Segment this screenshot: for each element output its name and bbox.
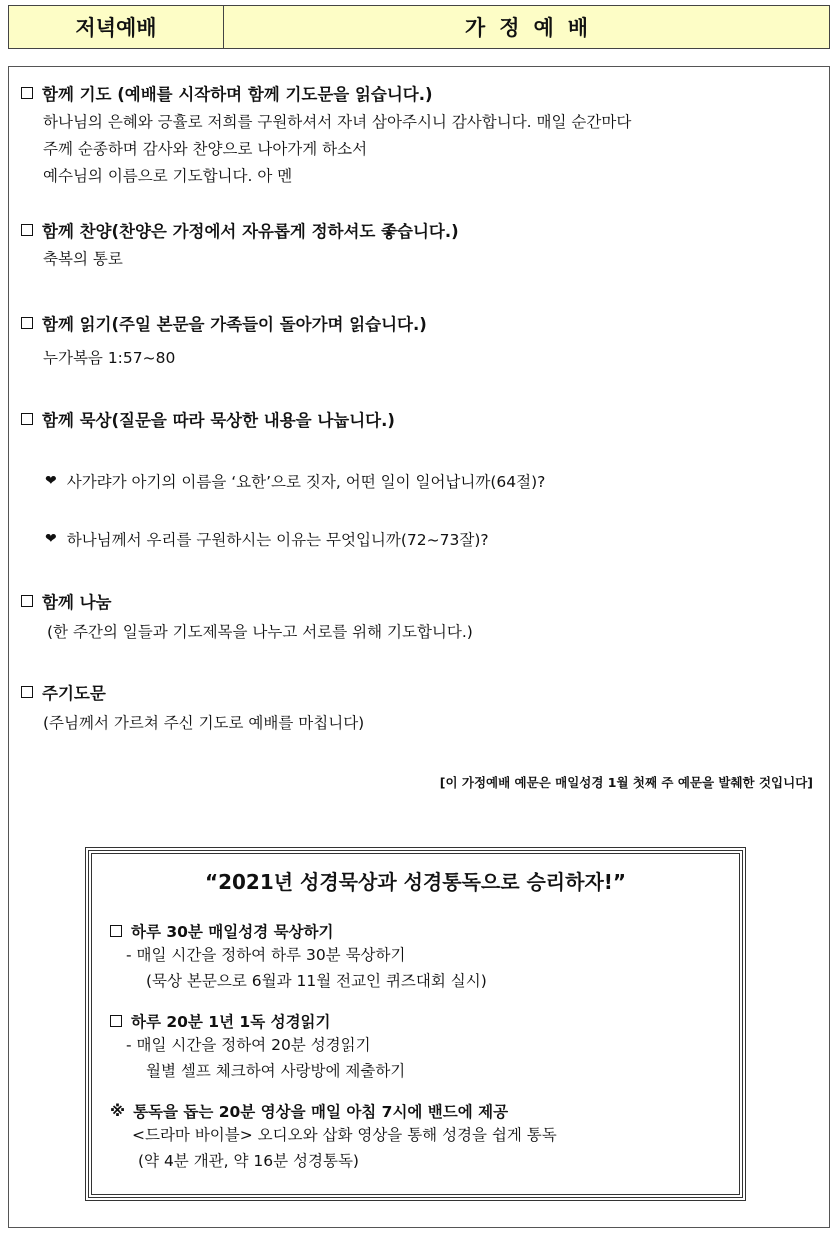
sharing-text: (한 주간의 일들과 기도제목을 나누고 서로를 위해 기도합니다.) [47, 623, 473, 641]
checkbox-icon [21, 317, 33, 329]
checkbox-icon [21, 413, 33, 425]
section-prayer [21, 81, 819, 190]
box-item-line: (약 4분 개관, 약 16분 성경통독) [138, 1152, 359, 1170]
header-table [8, 5, 830, 49]
lords-prayer-title: 주기도문 [42, 684, 106, 703]
slogan-box [85, 847, 746, 1201]
checkbox-icon [21, 87, 33, 99]
checkbox-icon [110, 925, 122, 937]
box-item-line: - 매일 시간을 정하여 20분 성경읽기 [126, 1036, 371, 1054]
box-item-line: 월별 셀프 체크하여 사랑방에 제출하기 [146, 1062, 406, 1080]
meditation-title: 함께 묵상(질문을 따라 묵상한 내용을 나눕니다.) [42, 411, 395, 430]
sharing-title: 함께 나눔 [42, 593, 112, 612]
box-item-title: 통독을 돕는 20분 영상을 매일 아침 7시에 밴드에 제공 [133, 1103, 509, 1121]
slogan-title: “2021년 성경묵상과 성경통독으로 승리하자!” [204, 870, 627, 894]
question-text: 하나님께서 우리를 구원하시는 이유는 무엇입니까(72~73잘)? [66, 531, 489, 549]
source-note: [이 가정예배 예문은 매일성경 1월 첫째 주 예문을 발췌한 것입니다] [439, 775, 813, 790]
box-item-title: 하루 20분 1년 1독 성경읽기 [131, 1013, 331, 1031]
lords-prayer-text: (주님께서 가르쳐 주신 기도로 예배를 마칩니다) [43, 714, 365, 732]
prayer-title: 함께 기도 (예배를 시작하며 함께 기도문을 읽습니다.) [42, 85, 433, 104]
box-item-line: - 매일 시간을 정하여 하루 30분 묵상하기 [126, 946, 406, 964]
box-item-video [110, 1100, 729, 1174]
checkbox-icon [21, 686, 33, 698]
question-item [21, 528, 819, 550]
checkbox-icon [21, 595, 33, 607]
section-reading [21, 311, 819, 372]
praise-song: 축복의 통로 [43, 250, 123, 268]
checkbox-icon [110, 1015, 122, 1027]
box-item-line: (묵상 본문으로 6월과 11월 전교인 퀴즈대회 실시) [146, 972, 487, 990]
section-meditation [21, 407, 819, 431]
reading-title: 함께 읽기(주일 본문을 가족들이 돌아가며 읽습니다.) [42, 315, 427, 334]
prayer-line: 하나님의 은혜와 긍휼로 저희를 구원하셔서 자녀 삼아주시니 감사합니다. 매일 순간마다 [43, 113, 632, 131]
worship-guide-panel [8, 66, 830, 1228]
box-item-title: 하루 30분 매일성경 묵상하기 [131, 923, 334, 941]
header-evening-worship: 저녁예배 [9, 6, 224, 48]
checkbox-icon [21, 224, 33, 236]
section-praise [21, 218, 819, 273]
box-item-meditation [110, 920, 729, 994]
box-item-line: <드라마 바이블> 오디오와 삽화 영상을 통해 성경을 쉽게 통독 [132, 1126, 557, 1144]
heart-icon: ❤ [45, 473, 57, 489]
section-sharing [21, 589, 819, 646]
question-text: 사가랴가 아기의 이름을 ‘요한’으로 짓자, 어떤 일이 일어납니까(64절)? [66, 473, 546, 491]
prayer-line: 주께 순종하며 감사와 찬양으로 나아가게 하소서 [43, 140, 368, 158]
reading-passage: 누가복음 1:57~80 [43, 349, 176, 367]
praise-title: 함께 찬양(찬양은 가정에서 자유롭게 정하셔도 좋습니다.) [42, 222, 459, 241]
box-item-reading [110, 1010, 729, 1084]
header-family-worship: 가정예배 [464, 16, 603, 40]
heart-icon: ❤ [45, 531, 57, 547]
question-item [21, 470, 819, 492]
prayer-line: 예수님의 이름으로 기도합니다. 아 멘 [43, 167, 293, 185]
section-lords-prayer [21, 680, 819, 737]
reference-mark-icon: ※ [110, 1102, 126, 1120]
